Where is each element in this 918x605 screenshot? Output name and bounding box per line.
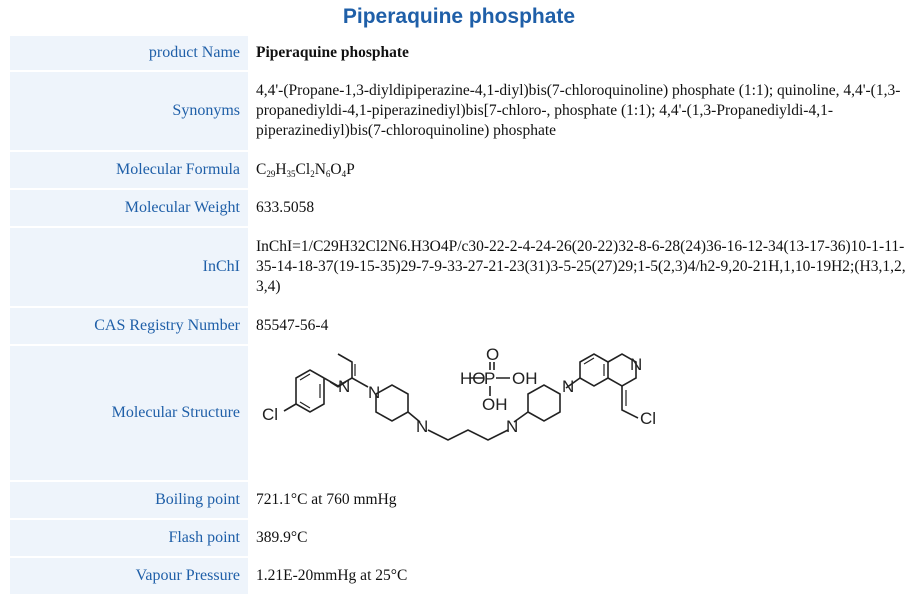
atom-oh-right: OH — [512, 369, 538, 388]
molecular-weight-label: Molecular Weight — [10, 190, 248, 226]
product-name-value: Piperaquine phosphate — [256, 44, 409, 61]
atom-oh-bottom: OH — [482, 395, 508, 414]
molecular-structure-cell — [248, 346, 910, 480]
formula-o-count: 4 — [341, 169, 347, 179]
cas-value: 85547-56-4 — [256, 317, 329, 334]
inchi-value: InChI=1/C29H32Cl2N6.H3O4P/c30-22-2-4-24-26(20-22)32-8-6-28(24)36-16-12-34(13-17-36)10-1-11-35-14-18-37(19-15-35)29-7-9-33-27-21-23(31)3-5-25(27)29;1-5(2,3)4/h2-9,20-21H,1,10-19H2;(H3,1,2,3,4) — [256, 238, 906, 295]
table-row — [10, 228, 910, 306]
atom-n-pip-left-bottom: N — [416, 417, 429, 436]
boiling-point-label: Boiling point — [10, 482, 248, 518]
formula-cl-count: 2 — [310, 169, 315, 179]
atom-n-pip-left-top: N — [368, 383, 381, 402]
flash-point-value: 389.9°C — [256, 529, 308, 546]
atom-cl-right: Cl — [640, 409, 657, 428]
table-row — [10, 482, 910, 518]
molecular-formula-value — [248, 152, 910, 188]
atom-o: O — [486, 348, 500, 364]
atom-cl-left: Cl — [262, 405, 279, 424]
formula-c: C — [256, 161, 267, 178]
table-row — [10, 346, 910, 480]
atom-n-pip-right-top: N — [562, 377, 575, 396]
formula-n: N — [314, 161, 326, 178]
formula-c-count: 29 — [266, 169, 276, 179]
molecular-structure-label: Molecular Structure — [10, 346, 248, 480]
atom-p: P — [484, 369, 496, 388]
atom-ho: HO — [460, 369, 486, 388]
table-row — [10, 558, 910, 594]
molecular-weight-value: 633.5058 — [256, 199, 315, 216]
table-row — [10, 152, 910, 188]
vapour-pressure-value: 1.21E-20mmHg at 25°C — [256, 567, 408, 584]
formula-h: H — [275, 161, 287, 178]
table-row — [10, 520, 910, 556]
atom-n-left: N — [338, 377, 351, 396]
synonyms-value: 4,4'-(Propane-1,3-diyldipiperazine-4,1-diyl)bis(7-chloroquinoline) phosphate (1:1); quinoline, 4,4'-(1,3-propanediyldi-4,1-piperazinediyl)bis[7-chloro-, phosphate (1:1); 4,4'-(1,3-Propanediyldi-4,1-piperazinediyl)bis(7-chloroquinoline) phosphate — [256, 82, 901, 139]
synonyms-label: Synonyms — [10, 72, 248, 150]
formula-cl: Cl — [295, 161, 311, 178]
atom-n-right: N — [630, 355, 643, 374]
vapour-pressure-label: Vapour Pressure — [10, 558, 248, 594]
formula-o: O — [330, 161, 342, 178]
table-row — [10, 72, 910, 150]
inchi-label: InChI — [10, 228, 248, 306]
product-name-label: product Name — [10, 36, 248, 70]
molecular-formula-label: Molecular Formula — [10, 152, 248, 188]
molecular-structure-diagram — [258, 348, 918, 478]
atom-n-pip-right-bottom: N — [506, 417, 519, 436]
table-row — [10, 36, 910, 70]
cas-label: CAS Registry Number — [10, 308, 248, 344]
formula-p: P — [346, 161, 355, 178]
properties-table — [10, 34, 910, 596]
table-row — [10, 190, 910, 226]
bonds — [284, 354, 638, 440]
formula-h-count: 35 — [286, 169, 296, 179]
flash-point-label: Flash point — [10, 520, 248, 556]
formula-n-count: 6 — [325, 169, 331, 179]
page-title: Piperaquine phosphate — [342, 5, 576, 28]
boiling-point-value: 721.1°C at 760 mmHg — [256, 491, 397, 508]
table-row — [10, 308, 910, 344]
